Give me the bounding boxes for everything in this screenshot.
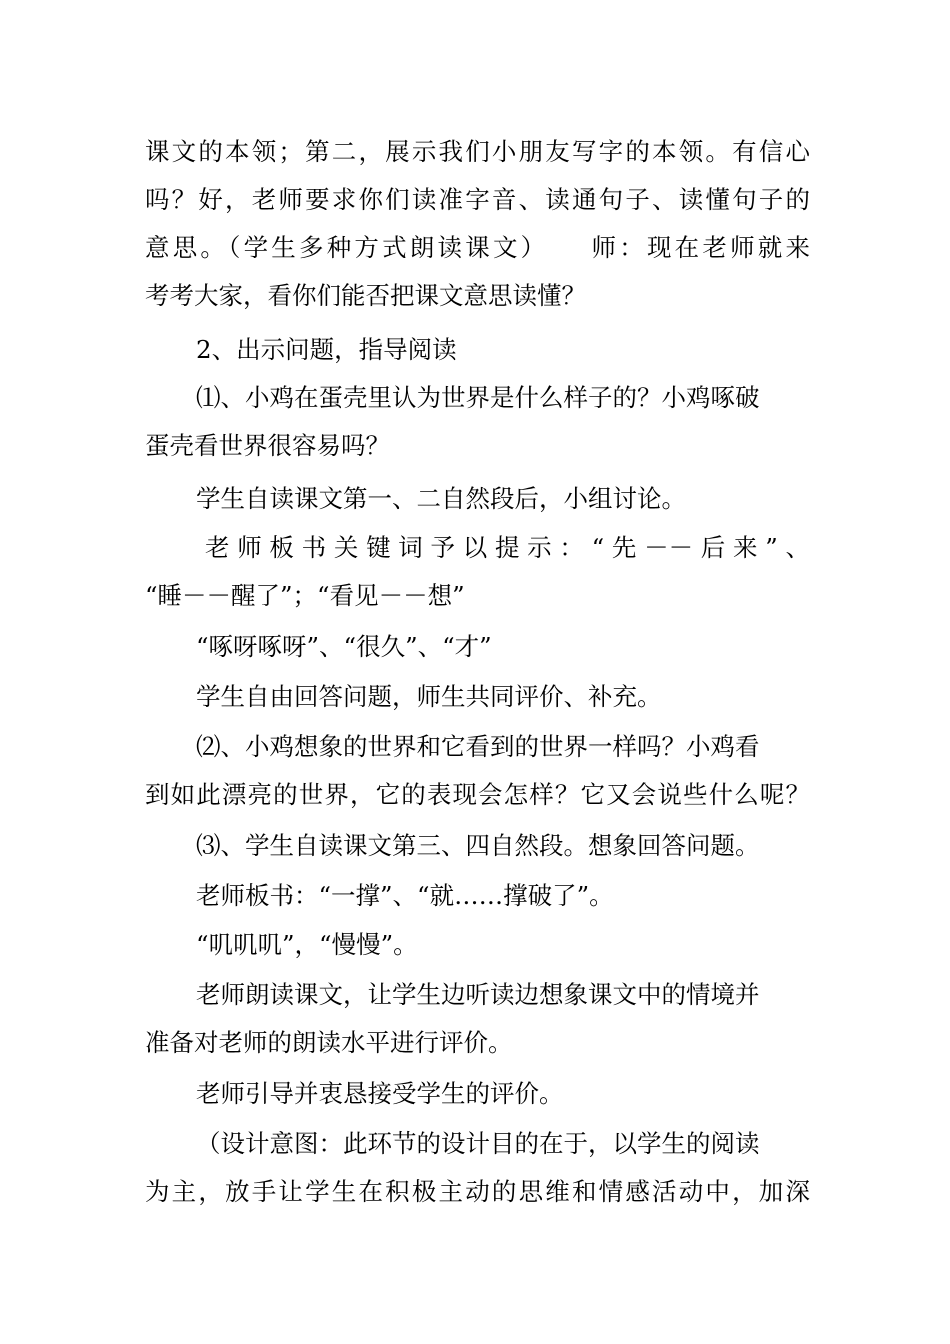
text-line-11: “啄呀啄呀”、“很久”、“才” [196, 632, 492, 661]
text-line-2: 吗？好，老师要求你们读准字音、读通句子、读懂句子的 [145, 185, 810, 214]
text-line-21: （设计意图：此环节的设计目的在于，以学生的阅读 [196, 1129, 760, 1158]
text-line-12: 学生自由回答问题，师生共同评价、补充。 [196, 682, 662, 711]
text-line-3: 意思。（学生多种方式朗读课文） 师：现在老师就来 [145, 233, 810, 262]
text-line-22: 为主，放手让学生在积极主动的思维和情感活动中，加深 [145, 1177, 810, 1206]
text-line-6: ⑴、小鸡在蛋壳里认为世界是什么样子的？小鸡啄破 [196, 383, 760, 412]
text-line-15: ⑶、学生自读课文第三、四自然段。想象回答问题。 [196, 831, 760, 860]
text-line-1: 课文的本领；第二，展示我们小朋友写字的本领。有信心 [145, 137, 810, 166]
text-line-18: 老师朗读课文，让学生边听读边想象课文中的情境并 [196, 980, 760, 1009]
text-line-19: 准备对老师的朗读水平进行评价。 [145, 1028, 513, 1057]
text-line-8: 学生自读课文第一、二自然段后，小组讨论。 [196, 484, 686, 513]
text-line-17: “叽叽叽”，“慢慢”。 [196, 930, 418, 959]
text-line-10: “睡－－醒了”；“看见－－想” [145, 581, 465, 610]
text-line-16: 老师板书：“一撑”、“就……撑破了”。 [196, 881, 614, 910]
text-line-9: 老师板书关键词予以提示：“先－－后来”、 [205, 533, 810, 562]
text-line-14: 到如此漂亮的世界，它的表现会怎样？它又会说些什么呢？ [145, 780, 810, 809]
text-line-13: ⑵、小鸡想象的世界和它看到的世界一样吗？小鸡看 [196, 732, 760, 761]
text-line-7: 蛋壳看世界很容易吗？ [145, 431, 390, 460]
text-line-20: 老师引导并衷恳接受学生的评价。 [196, 1079, 564, 1108]
text-line-5: 2、出示问题，指导阅读 [196, 335, 457, 364]
text-line-4: 考考大家，看你们能否把课文意思读懂？ [145, 281, 586, 310]
